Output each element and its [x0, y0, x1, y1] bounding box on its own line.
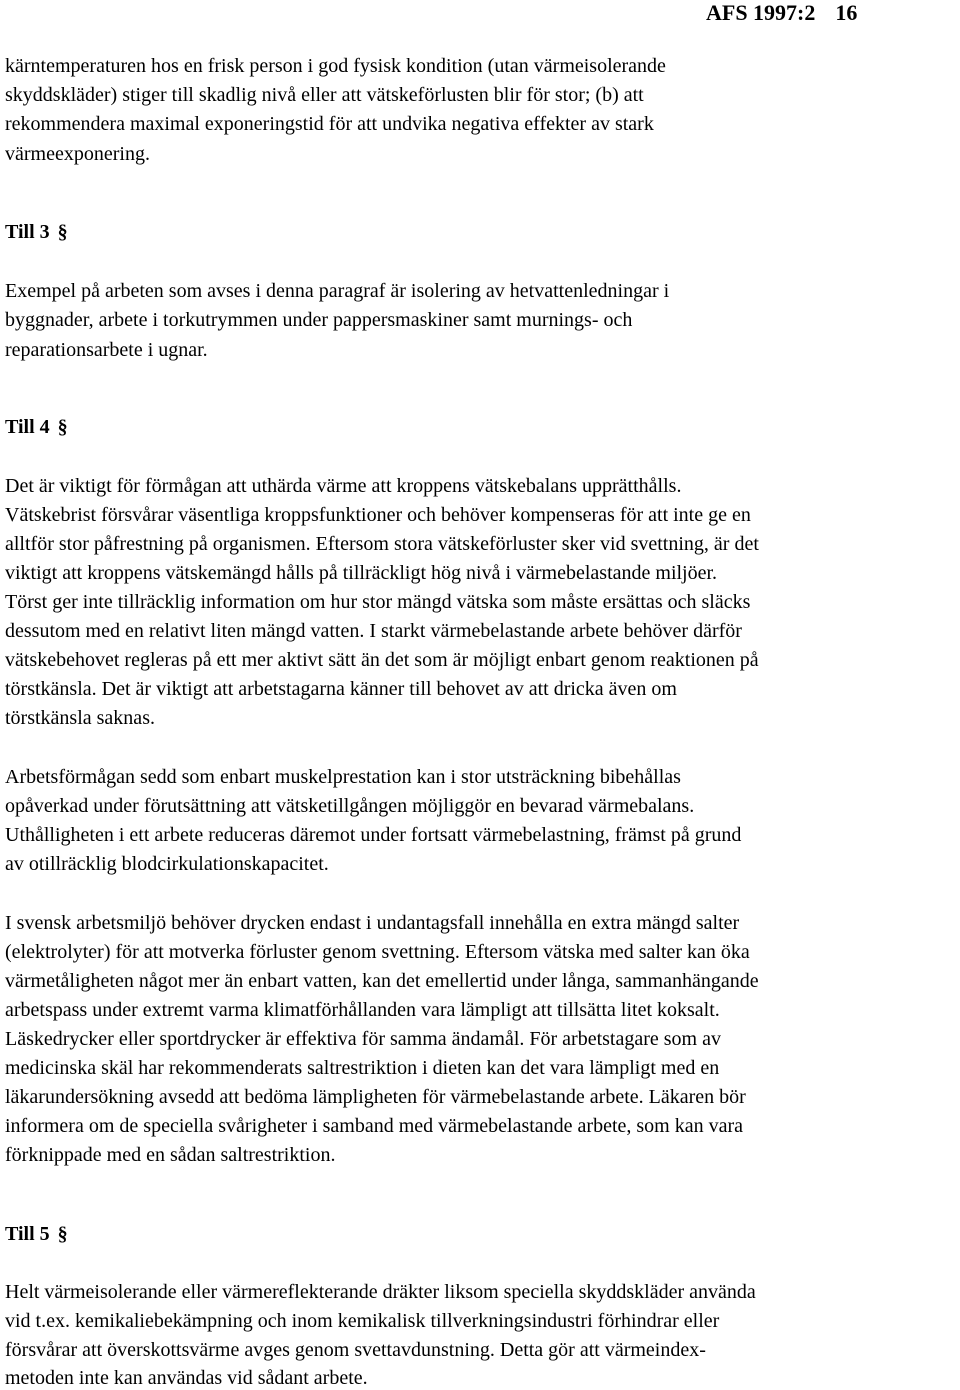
text-line: förknippade med en sådan saltrestriktion.	[5, 1144, 336, 1166]
text-line: Uthålligheten i ett arbete reduceras däremot under fortsatt värmebelastning, främst på grund	[5, 824, 742, 846]
text-line: värmetåligheten något mer än enbart vatten, kan det emellertid under långa, sammanhängande	[5, 970, 759, 992]
text-line: medicinska skäl har rekommenderats saltrestriktion i dieten kan det vara lämpligt med en	[5, 1057, 720, 1079]
heading-label: Till 3	[5, 221, 50, 243]
text-line: byggnader, arbete i torkutrymmen under pappersmaskiner samt murnings- och	[5, 309, 633, 331]
section-sign-icon: §	[57, 1223, 68, 1245]
text-line: rekommendera maximal exponeringstid för att undvika negativa effekter av stark	[5, 113, 654, 135]
heading-label: Till 5	[5, 1223, 50, 1245]
text-line: arbetspass under extremt varma klimatförhållanden vara lämpligt att tillsätta litet koksalt.	[5, 999, 720, 1021]
section-heading-till-4	[5, 415, 68, 439]
text-line: försvårar att överskottsvärme avges genom svettavdunstning. Detta gör att värmeindex-	[5, 1339, 706, 1361]
heading-label: Till 4	[5, 416, 50, 438]
text-line: Törst ger inte tillräcklig information om hur stor mängd vätska som måste ersättas och släcks	[5, 591, 751, 613]
text-line: vätskebehovet regleras på ett mer aktivt sätt än det som är möjligt enbart genom reaktionen på	[5, 649, 759, 671]
text-line: metoden inte kan användas vid sådant arbete.	[5, 1367, 368, 1389]
section-heading-till-5	[5, 1222, 68, 1246]
section-sign-icon: §	[57, 221, 68, 243]
text-line: vid t.ex. kemikaliebekämpning och inom kemikalisk tillverkningsindustri förhindrar eller	[5, 1310, 720, 1332]
text-line: dessutom med en relativt liten mängd vatten. I starkt värmebelastande arbete behöver därför	[5, 620, 742, 642]
text-line: Exempel på arbeten som avses i denna paragraf är isolering av hetvattenledningar i	[5, 280, 670, 302]
page-number: 16	[835, 0, 858, 25]
text-line: skyddskläder) stiger till skadlig nivå eller att vätskeförlusten blir för stor; (b) att	[5, 84, 644, 106]
text-line: I svensk arbetsmiljö behöver drycken endast i undantagsfall innehålla en extra mängd salter	[5, 912, 740, 934]
section-sign-icon: §	[57, 416, 68, 438]
text-line: opåverkad under förutsättning att vätsketillgången möjliggör en bevarad värmebalans.	[5, 795, 695, 817]
text-line: av otillräcklig blodcirkulationskapacitet.	[5, 853, 329, 875]
document-id: AFS 1997:2	[706, 0, 816, 25]
text-line: Det är viktigt för förmågan att uthärda värme att kroppens vätskebalans upprätthålls.	[5, 475, 682, 497]
text-line: Vätskebrist försvårar väsentliga kroppsfunktioner och behöver kompenseras för att inte ge en	[5, 504, 751, 526]
page-header	[706, 0, 857, 26]
text-line: Arbetsförmågan sedd som enbart muskelprestation kan i stor utsträckning bibehållas	[5, 766, 681, 788]
text-line: läkarundersökning avsedd att bedöma lämpligheten för värmebelastande arbete. Läkaren bör	[5, 1086, 746, 1108]
text-line: informera om de speciella svårigheter i samband med värmebelastande arbete, som kan vara	[5, 1115, 744, 1137]
text-line: Läskedrycker eller sportdrycker är effektiva för samma ändamål. För arbetstagare som av	[5, 1028, 721, 1050]
text-line: törstkänsla saknas.	[5, 707, 155, 729]
text-line: viktigt att kroppens vätskemängd hålls på tillräckligt hög nivå i värmebelastande miljöer.	[5, 562, 718, 584]
text-line: Helt värmeisolerande eller värmereflekterande dräkter liksom speciella skyddskläder använda	[5, 1281, 756, 1303]
text-line: kärntemperaturen hos en frisk person i god fysisk kondition (utan värmeisolerande	[5, 55, 666, 77]
text-line: alltför stor påfrestning på organismen. Eftersom stora vätskeförluster sker vid svettning, är det	[5, 533, 759, 555]
text-line: reparationsarbete i ugnar.	[5, 339, 208, 361]
text-line: (elektrolyter) för att motverka förluster genom svettning. Eftersom vätska med salter kan öka	[5, 941, 750, 963]
section-heading-till-3	[5, 220, 68, 244]
text-line: värmeexponering.	[5, 143, 150, 165]
text-line: törstkänsla. Det är viktigt att arbetstagarna känner till behovet av att dricka även om	[5, 678, 677, 700]
